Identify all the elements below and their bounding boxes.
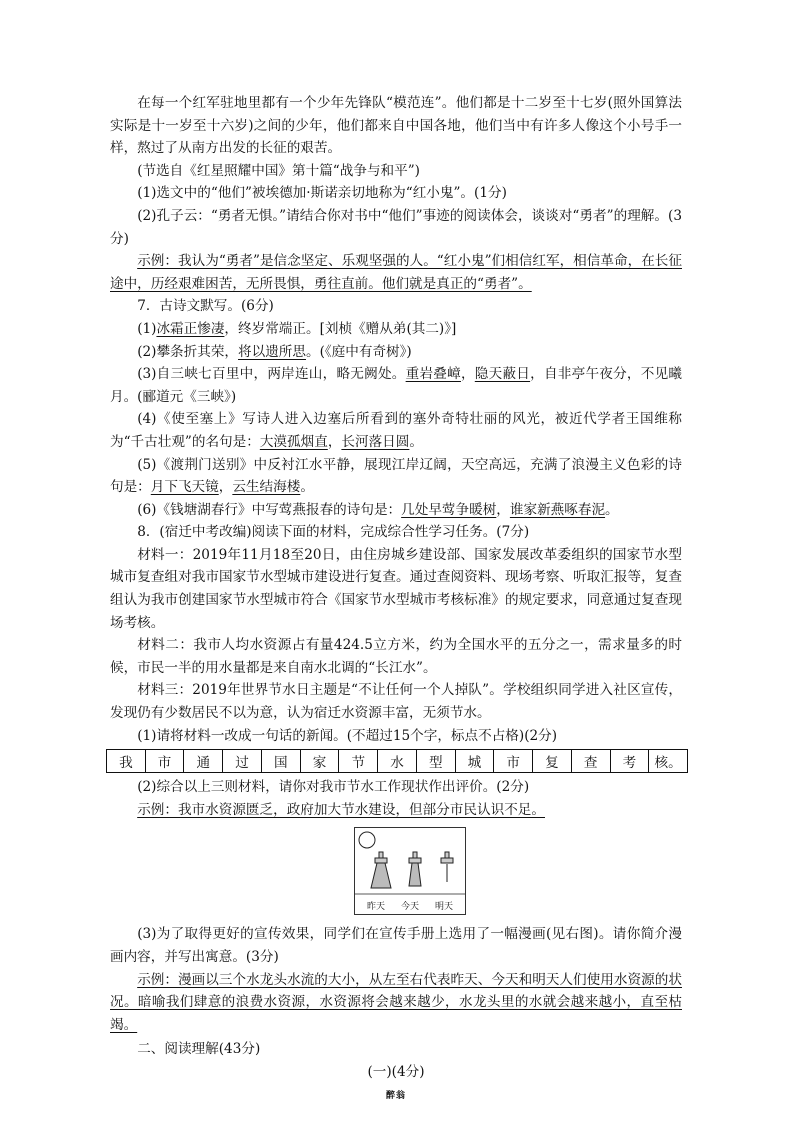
caption-tomorrow: 明天 xyxy=(435,902,454,913)
grid-cell: 市 xyxy=(146,750,185,772)
grid-cell: 节 xyxy=(339,750,378,772)
grid-cell: 型 xyxy=(417,750,456,772)
material-3: 材料三：2019年世界节水日主题是“不让任何一个人掉队”。学校组织同学进入社区宣传，发现仍有少数居民不以为意，认为宿迁水资源丰富，无须节水。 xyxy=(110,682,682,722)
grid-cell: 核。 xyxy=(654,755,682,772)
material-1: 材料一：2019年11月18至20日，由住房城乡建设部、国家发展改革委组织的国家节水型城市复查组对我市国家节水型城市建设进行复查。通过查阅资料、现场考察、听取汇报等，复查组认为我市创建国家节水型城市符合《国家节水型城市考核标准》的规定要求，同意通过复查现场考核。 xyxy=(110,546,682,631)
sub-question-3: (3)为了取得更好的宣传效果，同学们在宣传手册上选用了一幅漫画(见右图)。请你简介漫画内容，并写出寓意。(3分) xyxy=(110,926,682,965)
caption-yesterday: 昨天 xyxy=(367,902,386,913)
question-8-heading: 8．(宿迁中考改编)阅读下面的材料，完成综合性学习任务。(7分) xyxy=(137,524,530,541)
grid-cell: 市 xyxy=(494,750,533,772)
section-2-heading: 二、阅读理解(43分) xyxy=(137,1041,261,1058)
grid-cell: 考 xyxy=(611,750,650,772)
grid-cell: 国 xyxy=(262,750,301,772)
question-7-heading: 7．古诗文默写。(6分) xyxy=(137,298,274,315)
grid-cell: 我 xyxy=(107,750,146,772)
grid-cell: 家 xyxy=(301,750,340,772)
answer-sub-2: 示例：我市水资源匮乏，政府加大节水建设，但部分市民认识不足。 xyxy=(137,801,545,818)
poem-line-5: (5)《渡荆门送别》中反衬江水平静，展现江岸辽阔，天空高远，充满了浪漫主义色彩的诗句是：月下飞天镜，云生结海楼。 xyxy=(110,456,682,496)
poem-line-1: (1)冰霜正惨凄，终岁常端正。[刘桢《赠从弟(其二)》] xyxy=(137,320,457,337)
grid-cell: 查 xyxy=(572,750,611,772)
grid-cell: 过 xyxy=(223,750,262,772)
subsection-1-heading: (一)(4分) xyxy=(367,1063,425,1080)
grid-cell: 复 xyxy=(533,750,572,772)
answer-2: 示例：我认为“勇者”是信念坚定、乐观坚强的人。“红小鬼”们相信红军，相信革命，在长征途中，历经艰难困苦，无所畏惧，勇往直前。他们就是真正的“勇者”。 xyxy=(110,253,682,292)
grid-cell: 城 xyxy=(456,750,495,772)
caption-today: 今天 xyxy=(401,902,420,913)
footer-text: 醉翁 xyxy=(385,1090,406,1101)
grid-cell: 通 xyxy=(184,750,223,772)
document-page xyxy=(110,92,682,1101)
question-2: (2)孔子云：“勇者无惧。”请结合你对书中“他们”事迹的阅读体会，谈谈对“勇者”的理解。(3分) xyxy=(110,207,682,247)
material-2: 材料二：我市人均水资源占有量424.5立方米，约为全国水平的五分之一，需求量多的时候，市民一半的用水量都是来自南水北调的“长江水”。 xyxy=(110,637,682,676)
poem-line-3: (3)自三峡七百里中，两岸连山，略无阙处。重岩叠嶂，隐天蔽日，自非亭午夜分，不见曦月。(郦道元《三峡》) xyxy=(110,366,683,405)
question-1: (1)选文中的“他们”被埃德加·斯诺亲切地称为“红小鬼”。(1分) xyxy=(137,185,507,202)
answer-grid xyxy=(106,749,688,773)
poem-line-2: (2)攀条折其荣，将以遗所思。(《庭中有奇树》) xyxy=(137,343,412,360)
sub-question-1: (1)请将材料一改成一句话的新闻。(不超过15个字，标点不占格)(2分) xyxy=(137,727,558,744)
excerpt-paragraph: 在每一个红军驻地里都有一个少年先锋队“模范连”。他们都是十二岁至十七岁(照外国算法实际是十一岁至十六岁)之间的少年，他们都来自中国各地，他们当中有许多人像这个小号手一样，熬过了从南方出发的长征的艰苦。 xyxy=(110,95,682,157)
poem-line-6: (6)《钱塘湖春行》中写莺燕报春的诗句是：几处早莺争暖树，谁家新燕啄春泥。 xyxy=(137,501,619,518)
grid-cell: 水 xyxy=(378,750,417,772)
answer-sub-3: 示例：漫画以三个水龙头水流的大小，从左至右代表昨天、今天和明天人们使用水资源的状况。暗喻我们肆意的浪费水资源，水资源将会越来越少，水龙头里的水就会越来越小，直至枯竭。 xyxy=(110,971,682,1033)
sub-question-2: (2)综合以上三则材料，请你对我市节水工作现状作出评价。(2分) xyxy=(137,779,530,796)
poem-line-4: (4)《使至塞上》写诗人进入边塞后所看到的塞外奇特壮丽的风光，被近代学者王国维称为“千古壮观”的名句是：大漠孤烟直，长河落日圆。 xyxy=(110,411,682,450)
water-tap-cartoon xyxy=(354,827,466,915)
excerpt-source: (节选自《红星照耀中国》第十篇“战争与和平”) xyxy=(137,162,420,179)
